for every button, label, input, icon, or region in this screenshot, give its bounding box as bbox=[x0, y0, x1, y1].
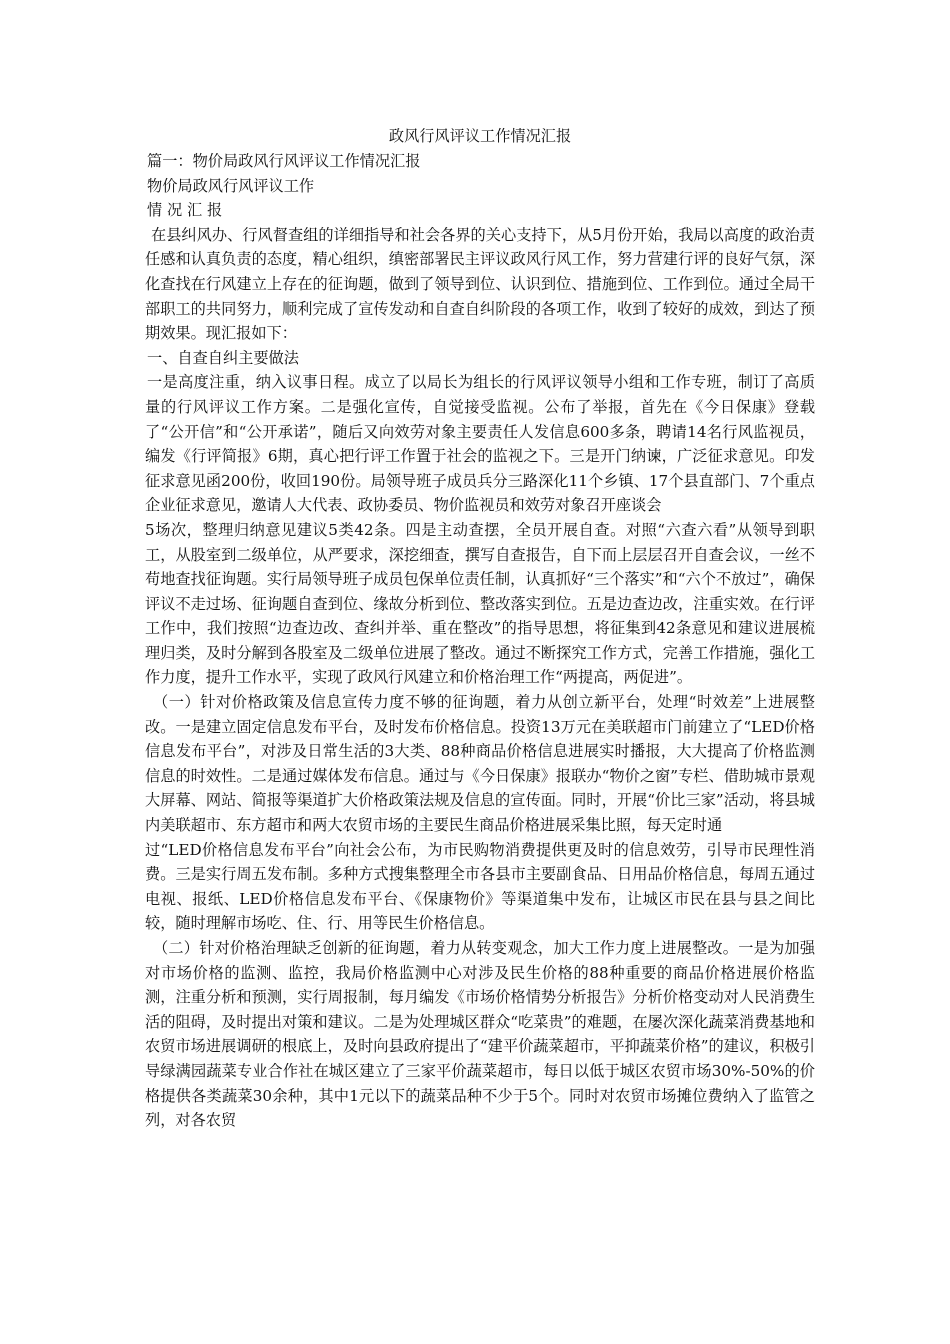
heading-bureau-report: 物价局政风行风评议工作 bbox=[147, 176, 315, 195]
document-page bbox=[145, 124, 815, 1133]
paragraph-intro: 在县纠风办、行风督查组的详细指导和社会各界的关心支持下，从5月份开始，我局以高度的政治责任感和认真负责的态度，精心组织，缜密部署民主评议政风行风工作，努力营建行评的良好气氛，深化查找在行风建立上存在的征询题，做到了领导到位、认识到位、措施到位、工作到位。通过全局干部职工的共同努力，顺利完成了宣传发动和自查自纠阶段的各项工作，收到了较好的成效，到达了预期效果。现汇报如下： bbox=[145, 225, 815, 343]
paragraph-price-information-part-1: （一）针对价格政策及信息宣传力度不够的征询题，着力从创立新平台，处理“时效差”上进展整改。一是建立固定信息发布平台，及时发布价格信息。投资13万元在美联超市门前建立了“LED价格信息发布平台”，对涉及日常生活的3大类、88种商品价格信息进展实时播报，大大提高了价格监测信息的时效性。二是通过媒体发布信息。通过与《今日保康》报联办“物价之窗”专栏、借助城市景观大屏幕、网站、简报等渠道扩大价格政策法规及信息的宣传面。同时，开展“价比三家”活动，将县城内美联超市、东方超市和两大农贸市场的主要民生商品价格进展采集比照，每天定时通 bbox=[145, 693, 815, 835]
document-title: 政风行风评议工作情况汇报 bbox=[388, 127, 572, 145]
paragraph-price-management: （二）针对价格治理缺乏创新的征询题，着力从转变观念，加大工作力度上进展整改。一是为加强对市场价格的监测、监控，我局价格监测中心对涉及民生价格的88种重要的商品价格进展价格监测，注重分析和预测，实行周报制，每月编发《市场价格情势分析报告》分析价格变动对人民消费生活的阻碍，及时提出对策和建议。二是为处理城区群众“吃菜贵”的难题，在屡次深化蔬菜消费基地和农贸市场进展调研的根底上，及时向县政府提出了“建平价蔬菜超市，平抑蔬菜价格”的建议，积极引导绿满园蔬菜专业合作社在城区建立了三家平价蔬菜超市，每日以低于城区农贸市场30%-50%的价格提供各类蔬菜30余种，其中1元以下的蔬菜品种不少于5个。同时对农贸市场摊位费纳入了监管之列，对各农贸 bbox=[145, 939, 815, 1130]
heading-article-one: 篇一：物价局政风行风评议工作情况汇报 bbox=[147, 152, 421, 170]
paragraph-self-inspection-part-2: 5场次，整理归纳意见建议5类42条。四是主动查摆，全员开展自查。对照“六查六看”从领导到职工，从股室到二级单位，从严要求，深挖细查，撰写自查报告，自下而上层层召开自查会议，一丝不苟地查找征询题。实行局领导班子成员包保单位责任制，认真抓好“三个落实”和“六个不放过”，确保评议不走过场、征询题自查到位、缘故分析到位、整改落实到位。五是边查边改，注重实效。在行评工作中，我们按照“边查边改、查纠并举、重在整改”的指导思想，将征集到42条意见和建议进展梳理归类，及时分解到各股室及二级单位进展了整改。通过不断探究工作方式，完善工作措施，强化工作力度，提升工作水平，实现了政风行风建立和价格治理工作“两提高，两促进”。 bbox=[145, 520, 815, 687]
section-heading-self-inspection: 一、自查自纠主要做法 bbox=[147, 348, 299, 367]
paragraph-self-inspection-part-1: 一是高度注重，纳入议事日程。成立了以局长为组长的行风评议领导小组和工作专班，制订了高质量的行风评议工作方案。二是强化宣传，自觉接受监视。公布了举报，首先在《今日保康》登载了“公开信”和“公开承诺”，随后又向效劳对象主要责任人发信息600多条，聘请14名行风监视员，编发《行评简报》6期，真心把行评工作置于社会的监视之下。三是开门纳谏，广泛征求意见。印发征求意见函200份，收回190份。局领导班子成员兵分三路深化11个乡镇、17个县直部门、7个重点企业征求意见，邀请人大代表、政协委员、物价监视员和效劳对象召开座谈会 bbox=[145, 373, 815, 515]
heading-situation-report: 情 况 汇 报 bbox=[147, 201, 223, 220]
paragraph-price-information-part-2: 过“LED价格信息发布平台”向社会公布，为市民购物消费提供更及时的信息效劳，引导市民理性消费。三是实行周五发布制。多种方式搜集整理全市各县市主要副食品、日用品价格信息，每周五通过电视、报纸、LED价格信息发布平台、《保康物价》等渠道集中发布，让城区市民在县与县之间比较，随时理解市场吃、住、行、用等民生价格信息。 bbox=[145, 840, 815, 933]
